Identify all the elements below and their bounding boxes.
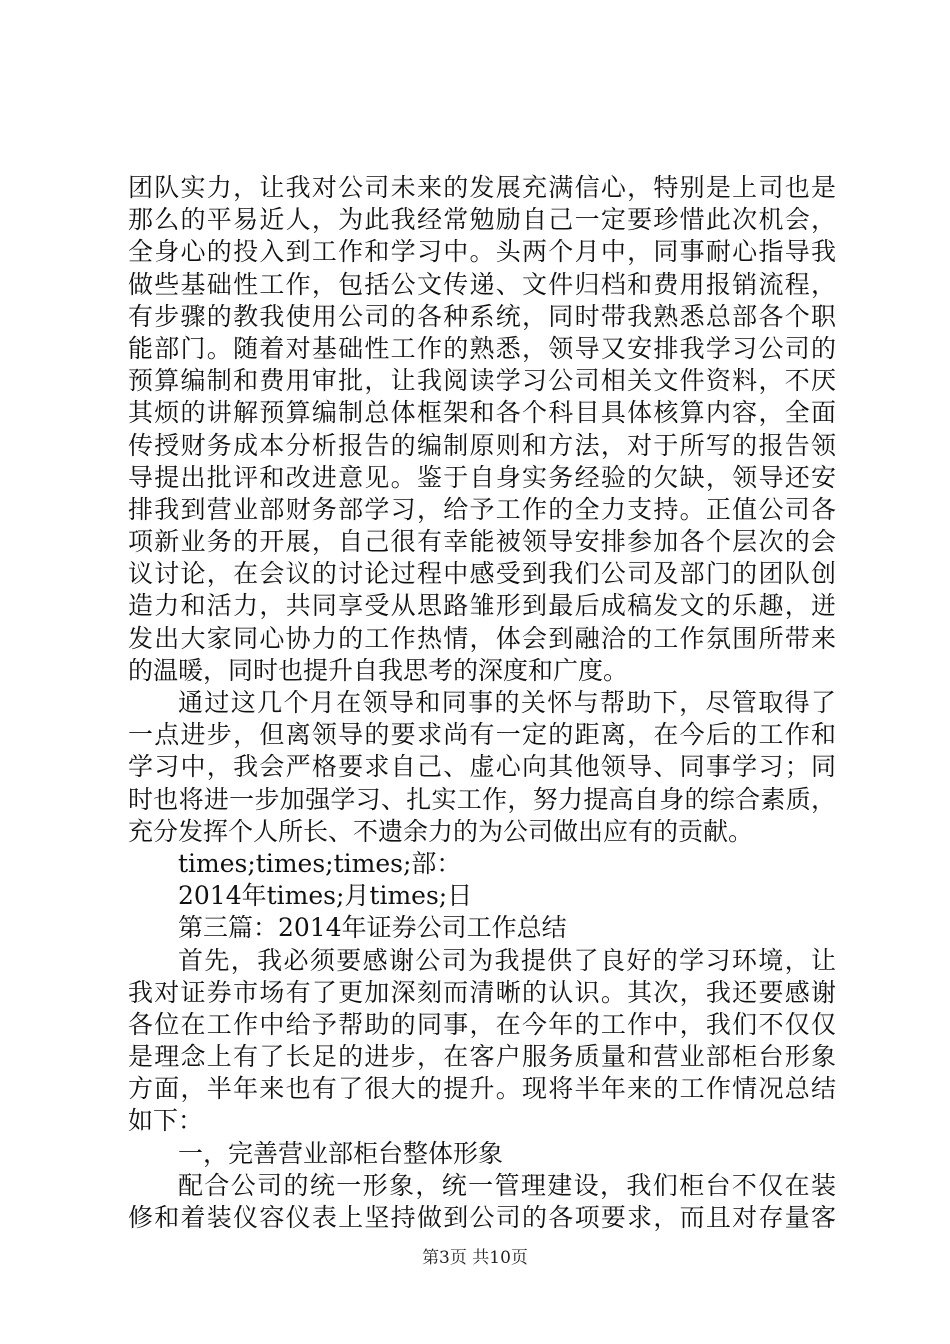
text-line: 的温暖，同时也提升自我思考的深度和广度。 (128, 655, 629, 685)
text-line: 修和着装仪容仪表上坚持做到公司的各项要求，而且对存量客 (128, 1203, 836, 1232)
text-line: 方面，半年来也有了很大的提升。现将半年来的工作情况总结 (128, 1074, 836, 1104)
text-line: 预算编制和费用审批，让我阅读学习公司相关文件资料，不厌 (128, 366, 836, 396)
text-line: 如下： (128, 1106, 204, 1136)
text-line: 是理念上有了长足的进步，在客户服务质量和营业部柜台形象 (128, 1042, 836, 1072)
text-line: 我对证券市场有了更加深刻而清晰的认识。其次，我还要感谢 (128, 977, 836, 1007)
text-line: 那么的平易近人，为此我经常勉励自己一定要珍惜此次机会， (128, 205, 836, 235)
text-line: 其烦的讲解预算编制总体框架和各个科目具体核算内容，全面 (128, 398, 836, 428)
text-line: 造力和活力，共同享受从思路雏形到最后成稿发文的乐趣，迸 (128, 591, 836, 621)
text-line: 导提出批评和改进意见。鉴于自身实务经验的欠缺，领导还安 (128, 462, 836, 492)
text-line: 全身心的投入到工作和学习中。头两个月中，同事耐心指导我 (128, 237, 836, 267)
text-line: 第三篇：2014年证券公司工作总结 (178, 913, 567, 943)
text-line: 一点进步，但离领导的要求尚有一定的距离，在今后的工作和 (128, 720, 836, 750)
text-line: 有步骤的教我使用公司的各种系统，同时带我熟悉总部各个职 (128, 301, 836, 331)
text-line: 2014年times;月times;日 (178, 881, 473, 911)
text-line: times;times;times;部： (178, 848, 462, 878)
text-line: 配合公司的统一形象，统一管理建设，我们柜台不仅在装 (178, 1170, 836, 1200)
text-line: 发出大家同心协力的工作热情，体会到融洽的工作氛围所带来 (128, 623, 836, 653)
text-line: 团队实力，让我对公司未来的发展充满信心，特别是上司也是 (128, 173, 836, 202)
text-line: 一，完善营业部柜台整体形象 (178, 1138, 504, 1168)
document-body (128, 172, 836, 1234)
text-line: 能部门。随着对基础性工作的熟悉，领导又安排我学习公司的 (128, 333, 836, 363)
text-line: 排我到营业部财务部学习，给予工作的全力支持。正值公司各 (128, 494, 836, 524)
text-line: 首先，我必须要感谢公司为我提供了良好的学习环境，让 (178, 945, 836, 975)
text-line: 各位在工作中给予帮助的同事，在今年的工作中，我们不仅仅 (128, 1009, 836, 1039)
text-line: 做些基础性工作，包括公文传递、文件归档和费用报销流程， (128, 269, 836, 299)
text-line: 传授财务成本分析报告的编制原则和方法，对于所写的报告领 (128, 430, 836, 460)
text-line: 通过这几个月在领导和同事的关怀与帮助下，尽管取得了 (178, 688, 836, 717)
page-footer: 第3页 共10页 (422, 1248, 528, 1268)
text-line: 时也将进一步加强学习、扎实工作，努力提高自身的综合素质， (128, 784, 836, 814)
text-line: 议讨论，在会议的讨论过程中感受到我们公司及部门的团队创 (128, 559, 836, 589)
text-line: 学习中，我会严格要求自己、虚心向其他领导、同事学习；同 (128, 752, 836, 782)
text-line: 项新业务的开展，自己很有幸能被领导安排参加各个层次的会 (128, 527, 836, 557)
text-line: 充分发挥个人所长、不遗余力的为公司做出应有的贡献。 (128, 816, 754, 846)
